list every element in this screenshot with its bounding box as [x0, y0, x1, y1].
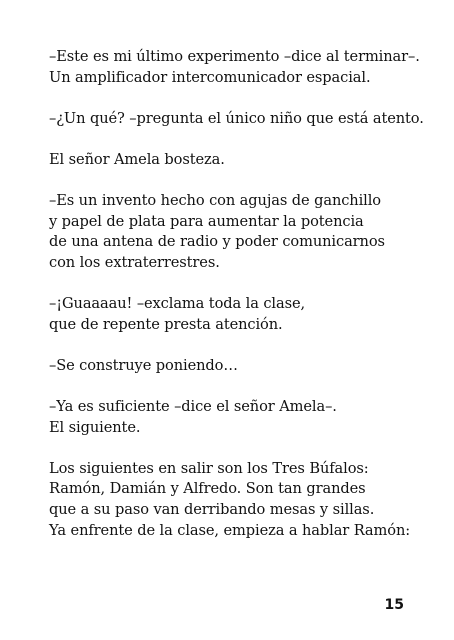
text-line: de una antena de radio y poder comunicarnos — [49, 233, 385, 251]
paragraph — [49, 150, 419, 171]
body-text — [49, 47, 424, 562]
paragraph — [49, 356, 419, 377]
text-line: Ramón, Damián y Alfredo. Son tan grandes — [49, 480, 366, 498]
paragraph — [49, 459, 419, 541]
text-line: Ya enfrente de la clase, empieza a hablar Ramón: — [49, 521, 411, 539]
text-line: –¡Guaaaau! –exclama toda la clase, — [49, 295, 306, 313]
text-line: con los extraterrestres. — [49, 253, 220, 271]
text-line: Los siguientes en salir son los Tres Búfalos: — [49, 459, 369, 477]
text-line: –Es un invento hecho con agujas de ganchillo — [49, 192, 381, 210]
paragraph — [49, 397, 419, 438]
text-line: –¿Un qué? –pregunta el único niño que está atento. — [49, 109, 424, 127]
paragraph — [49, 47, 419, 88]
text-line: –Se construye poniendo… — [49, 356, 238, 374]
paragraph — [49, 294, 419, 335]
text-line: –Ya es suficiente –dice el señor Amela–. — [49, 398, 337, 416]
text-line: Un amplificador intercomunicador espacial. — [49, 68, 371, 86]
text-line: El señor Amela bosteza. — [49, 150, 225, 168]
paragraph — [49, 109, 424, 130]
paragraph — [49, 191, 419, 273]
text-line: que a su paso van derribando mesas y sillas. — [49, 501, 375, 519]
page-number: 15 — [384, 597, 404, 613]
text-line: El siguiente. — [49, 418, 141, 436]
text-line: –Este es mi último experimento –dice al terminar–. — [49, 48, 420, 65]
text-line: y papel de plata para aumentar la potencia — [49, 212, 364, 230]
text-line: que de repente presta atención. — [49, 315, 283, 333]
